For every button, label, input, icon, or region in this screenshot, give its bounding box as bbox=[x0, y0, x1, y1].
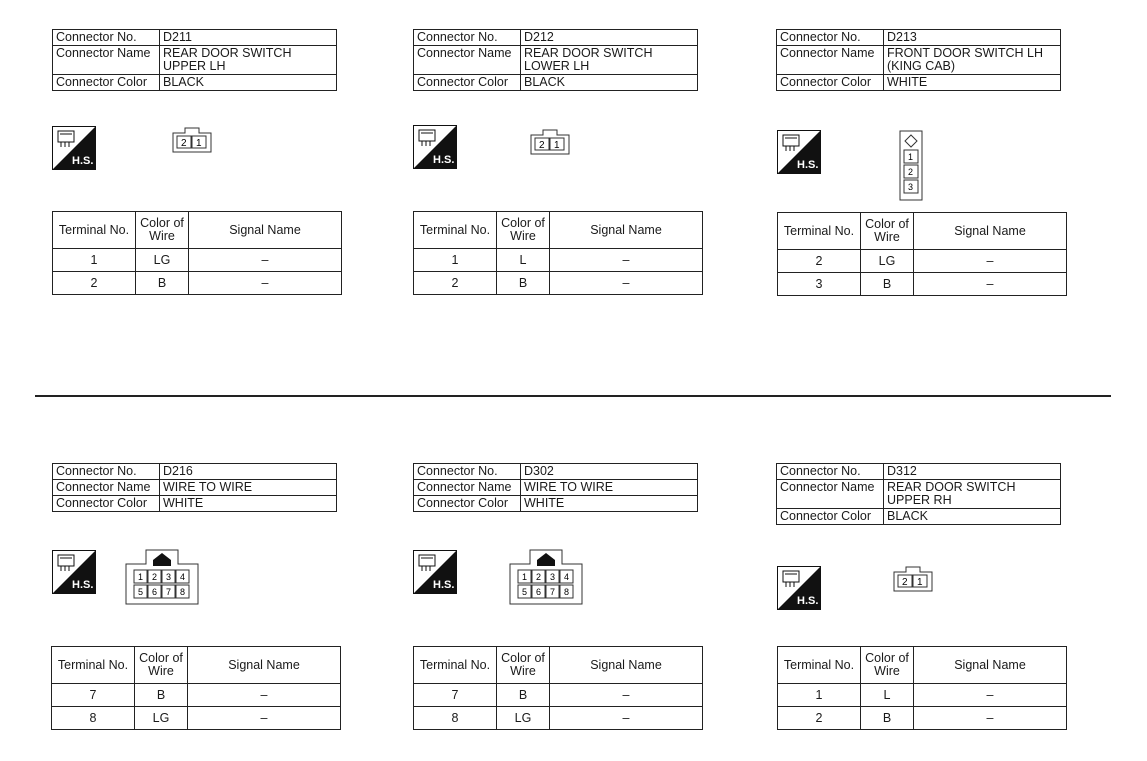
color-of-wire-line2: Wire bbox=[510, 229, 536, 243]
wire-color-cell: LG bbox=[861, 250, 914, 273]
signal-cell: – bbox=[188, 707, 341, 730]
color-of-wire-header bbox=[497, 212, 550, 249]
wire-color-cell: B bbox=[861, 273, 914, 296]
pin-label: 1 bbox=[917, 577, 923, 588]
color-of-wire-line1: Color of bbox=[139, 651, 183, 665]
terminal-table-block-d213 bbox=[777, 212, 1067, 296]
pin-label: 2 bbox=[902, 577, 908, 588]
connector-name-value bbox=[884, 480, 1061, 509]
terminal-table bbox=[777, 212, 1067, 296]
signal-cell: – bbox=[550, 684, 703, 707]
signal-cell: – bbox=[914, 707, 1067, 730]
signal-name-header: Signal Name bbox=[914, 213, 1067, 250]
connector-block-d211 bbox=[52, 29, 342, 91]
signal-name-header: Signal Name bbox=[550, 212, 703, 249]
terminal-cell: 8 bbox=[52, 707, 135, 730]
terminal-table bbox=[51, 646, 341, 730]
color-of-wire-line2: Wire bbox=[874, 230, 900, 244]
terminal-no-header: Terminal No. bbox=[414, 212, 497, 249]
connector-name-line1: REAR DOOR SWITCH bbox=[524, 46, 653, 60]
wire-color-cell: B bbox=[497, 272, 550, 295]
connector-info-table bbox=[413, 29, 698, 91]
pin-label: 6 bbox=[152, 587, 158, 597]
connector-name-line2: (KING CAB) bbox=[887, 59, 956, 73]
terminal-cell: 8 bbox=[414, 707, 497, 730]
connector-no-label: Connector No. bbox=[777, 30, 884, 46]
connector-no-label: Connector No. bbox=[414, 30, 521, 46]
connector-name-value bbox=[160, 46, 337, 75]
pin-label: 2 bbox=[181, 138, 187, 149]
hs-label: H.S. bbox=[433, 579, 455, 591]
connector-name-value bbox=[521, 46, 698, 75]
hs-label: H.S. bbox=[72, 579, 94, 591]
connector-2pin-face-icon bbox=[893, 566, 933, 592]
wire-color-cell: LG bbox=[136, 249, 189, 272]
connector-8pin-face-icon bbox=[509, 548, 583, 606]
pin-label: 4 bbox=[180, 572, 186, 582]
wire-color-cell: B bbox=[135, 684, 188, 707]
wire-color-cell: L bbox=[861, 684, 914, 707]
connector-block-d213 bbox=[776, 29, 1066, 91]
signal-cell: – bbox=[914, 250, 1067, 273]
terminal-table-block-d212 bbox=[413, 211, 703, 295]
color-of-wire-line1: Color of bbox=[865, 217, 909, 231]
terminal-table-block-d312 bbox=[777, 646, 1067, 730]
terminal-no-header: Terminal No. bbox=[778, 647, 861, 684]
terminal-cell: 3 bbox=[778, 273, 861, 296]
connector-info-table bbox=[52, 29, 337, 91]
color-of-wire-header bbox=[136, 212, 189, 249]
pin-label: 1 bbox=[138, 572, 144, 582]
terminal-table bbox=[413, 211, 703, 295]
connector-no-label: Connector No. bbox=[414, 464, 521, 480]
connector-2pin-face-icon bbox=[530, 129, 570, 155]
color-of-wire-line2: Wire bbox=[148, 664, 174, 678]
connector-color-label: Connector Color bbox=[777, 75, 884, 91]
terminal-table bbox=[52, 211, 342, 295]
terminal-cell: 2 bbox=[414, 272, 497, 295]
connector-color-label: Connector Color bbox=[777, 509, 884, 525]
pin-label: 2 bbox=[908, 167, 914, 177]
wire-color-cell: LG bbox=[497, 707, 550, 730]
terminal-table bbox=[413, 646, 703, 730]
wire-color-cell: L bbox=[497, 249, 550, 272]
hs-label: H.S. bbox=[797, 595, 819, 607]
connector-name-label: Connector Name bbox=[53, 480, 160, 496]
pin-label: 3 bbox=[550, 572, 556, 582]
terminal-table-block-d211 bbox=[52, 211, 342, 295]
connector-no-label: Connector No. bbox=[53, 30, 160, 46]
terminal-no-header: Terminal No. bbox=[52, 647, 135, 684]
connector-no-value: D312 bbox=[884, 464, 1061, 480]
hs-harness-side-icon bbox=[52, 126, 96, 170]
connector-name-line1: REAR DOOR SWITCH bbox=[887, 480, 1016, 494]
pin-label: 1 bbox=[908, 152, 914, 162]
color-of-wire-line2: Wire bbox=[149, 229, 175, 243]
hs-label: H.S. bbox=[433, 154, 455, 166]
signal-cell: – bbox=[189, 272, 342, 295]
hs-label: H.S. bbox=[72, 155, 94, 167]
connector-block-d312 bbox=[776, 463, 1066, 525]
terminal-cell: 1 bbox=[53, 249, 136, 272]
connector-info-table bbox=[52, 463, 337, 512]
connector-color-label: Connector Color bbox=[414, 75, 521, 91]
color-of-wire-header bbox=[135, 647, 188, 684]
connector-name-value: WIRE TO WIRE bbox=[160, 480, 337, 496]
terminal-cell: 1 bbox=[414, 249, 497, 272]
connector-3pin-vertical-face-icon bbox=[899, 130, 923, 202]
terminal-cell: 7 bbox=[414, 684, 497, 707]
connector-name-label: Connector Name bbox=[777, 46, 884, 75]
signal-cell: – bbox=[550, 272, 703, 295]
signal-name-header: Signal Name bbox=[550, 647, 703, 684]
signal-cell: – bbox=[550, 707, 703, 730]
connector-no-value: D212 bbox=[521, 30, 698, 46]
hs-harness-side-icon bbox=[777, 130, 821, 174]
connector-name-line2: LOWER LH bbox=[524, 59, 590, 73]
hs-harness-side-icon bbox=[413, 125, 457, 169]
connector-info-table bbox=[776, 463, 1061, 525]
color-of-wire-header bbox=[861, 647, 914, 684]
color-of-wire-line1: Color of bbox=[501, 216, 545, 230]
signal-cell: – bbox=[188, 684, 341, 707]
connector-color-value: WHITE bbox=[884, 75, 1061, 91]
connector-no-value: D213 bbox=[884, 30, 1061, 46]
color-of-wire-line2: Wire bbox=[510, 664, 536, 678]
connector-no-value: D216 bbox=[160, 464, 337, 480]
pin-label: 1 bbox=[196, 138, 202, 149]
pin-label: 4 bbox=[564, 572, 570, 582]
hs-harness-side-icon bbox=[777, 566, 821, 610]
connector-block-d212 bbox=[413, 29, 703, 91]
connector-info-table bbox=[413, 463, 698, 512]
terminal-cell: 2 bbox=[778, 250, 861, 273]
connector-color-value: BLACK bbox=[160, 75, 337, 91]
connector-color-value: BLACK bbox=[521, 75, 698, 91]
signal-cell: – bbox=[189, 249, 342, 272]
wire-color-cell: B bbox=[136, 272, 189, 295]
terminal-no-header: Terminal No. bbox=[414, 647, 497, 684]
color-of-wire-header bbox=[497, 647, 550, 684]
section-divider bbox=[35, 395, 1111, 397]
wire-color-cell: B bbox=[861, 707, 914, 730]
signal-cell: – bbox=[914, 684, 1067, 707]
terminal-cell: 1 bbox=[778, 684, 861, 707]
wire-color-cell: LG bbox=[135, 707, 188, 730]
connector-color-label: Connector Color bbox=[53, 75, 160, 91]
connector-info-table bbox=[776, 29, 1061, 91]
connector-color-value: WHITE bbox=[521, 496, 698, 512]
pin-label: 8 bbox=[180, 587, 186, 597]
connector-name-label: Connector Name bbox=[777, 480, 884, 509]
color-of-wire-line2: Wire bbox=[874, 664, 900, 678]
terminal-cell: 2 bbox=[53, 272, 136, 295]
pin-label: 6 bbox=[536, 587, 542, 597]
connector-name-line1: REAR DOOR SWITCH bbox=[163, 46, 292, 60]
connector-name-label: Connector Name bbox=[414, 46, 521, 75]
connector-name-line2: UPPER LH bbox=[163, 59, 226, 73]
terminal-table-block-d302 bbox=[413, 646, 703, 730]
terminal-no-header: Terminal No. bbox=[778, 213, 861, 250]
connector-name-label: Connector Name bbox=[414, 480, 521, 496]
connector-no-value: D211 bbox=[160, 30, 337, 46]
color-of-wire-line1: Color of bbox=[865, 651, 909, 665]
signal-name-header: Signal Name bbox=[189, 212, 342, 249]
connector-name-label: Connector Name bbox=[53, 46, 160, 75]
hs-harness-side-icon bbox=[52, 550, 96, 594]
connector-8pin-face-icon bbox=[125, 548, 199, 606]
pin-label: 2 bbox=[539, 140, 545, 151]
connector-no-value: D302 bbox=[521, 464, 698, 480]
signal-name-header: Signal Name bbox=[188, 647, 341, 684]
pin-label: 5 bbox=[522, 587, 528, 597]
pin-label: 8 bbox=[564, 587, 570, 597]
connector-no-label: Connector No. bbox=[777, 464, 884, 480]
terminal-cell: 2 bbox=[778, 707, 861, 730]
pin-label: 5 bbox=[138, 587, 144, 597]
connector-name-line1: FRONT DOOR SWITCH LH bbox=[887, 46, 1044, 60]
terminal-no-header: Terminal No. bbox=[53, 212, 136, 249]
pin-label: 7 bbox=[166, 587, 172, 597]
connector-color-label: Connector Color bbox=[53, 496, 160, 512]
terminal-table-block-d216 bbox=[51, 646, 341, 730]
connector-color-value: WHITE bbox=[160, 496, 337, 512]
connector-name-value: WIRE TO WIRE bbox=[521, 480, 698, 496]
pin-label: 2 bbox=[536, 572, 542, 582]
color-of-wire-header bbox=[861, 213, 914, 250]
color-of-wire-line1: Color of bbox=[140, 216, 184, 230]
hs-harness-side-icon bbox=[413, 550, 457, 594]
connector-color-value: BLACK bbox=[884, 509, 1061, 525]
connector-name-value bbox=[884, 46, 1061, 75]
connector-name-line2: UPPER RH bbox=[887, 493, 952, 507]
pin-label: 3 bbox=[908, 182, 914, 192]
connector-color-label: Connector Color bbox=[414, 496, 521, 512]
pin-label: 1 bbox=[522, 572, 528, 582]
terminal-cell: 7 bbox=[52, 684, 135, 707]
signal-name-header: Signal Name bbox=[914, 647, 1067, 684]
pin-label: 1 bbox=[554, 140, 560, 151]
color-of-wire-line1: Color of bbox=[501, 651, 545, 665]
connector-block-d216 bbox=[52, 463, 342, 512]
terminal-table bbox=[777, 646, 1067, 730]
pin-label: 7 bbox=[550, 587, 556, 597]
wire-color-cell: B bbox=[497, 684, 550, 707]
signal-cell: – bbox=[550, 249, 703, 272]
connector-no-label: Connector No. bbox=[53, 464, 160, 480]
signal-cell: – bbox=[914, 273, 1067, 296]
pin-label: 2 bbox=[152, 572, 158, 582]
pin-label: 3 bbox=[166, 572, 172, 582]
hs-label: H.S. bbox=[797, 159, 819, 171]
connector-block-d302 bbox=[413, 463, 703, 512]
connector-2pin-face-icon bbox=[172, 127, 212, 153]
